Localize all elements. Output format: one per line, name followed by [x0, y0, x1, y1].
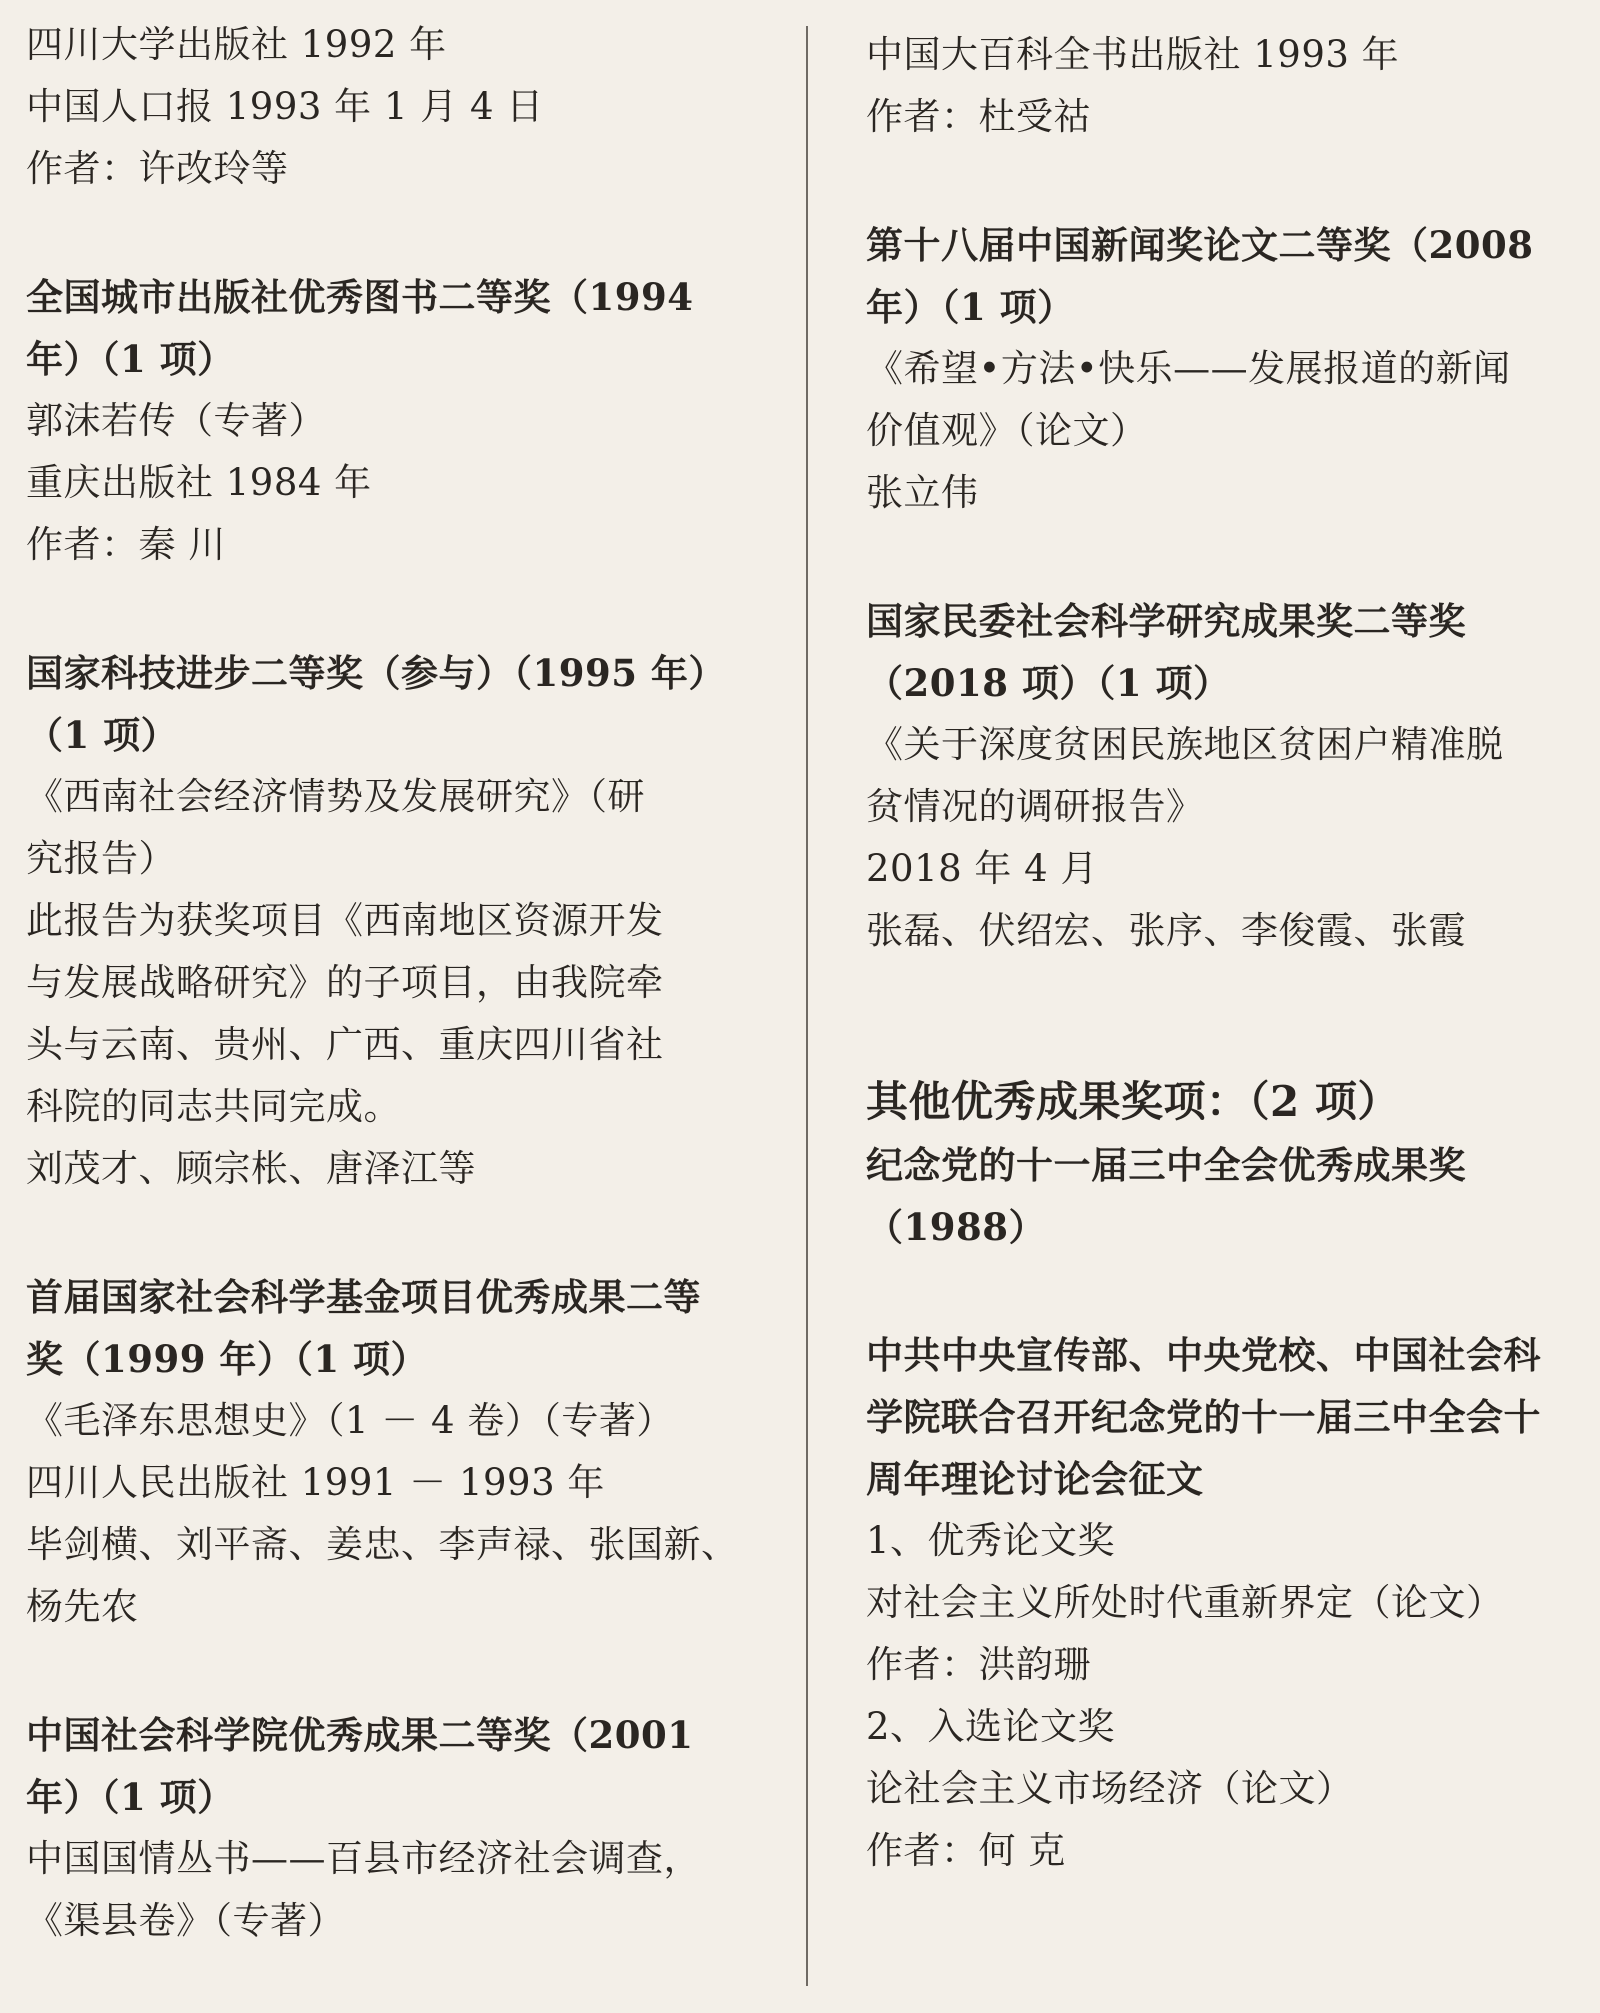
text-line: 1、优秀论文奖 [866, 1519, 1116, 1562]
award-heading-line: 年）（1 项） [26, 337, 235, 381]
column-divider [806, 26, 808, 1986]
section-spacer [26, 576, 796, 642]
text-line: 科院的同志共同完成。 [26, 1085, 401, 1128]
text-line: 四川人民出版社 1991 － 1993 年 [26, 1461, 605, 1504]
section-spacer [26, 200, 796, 266]
text-line: 中国大百科全书出版社 1993 年 [866, 33, 1400, 76]
text-line: 四川大学出版社 1992 年 [26, 23, 447, 66]
text-line: 中国国情丛书——百县市经济社会调查， [26, 1837, 701, 1880]
award-heading-line: 纪念党的十一届三中全会优秀成果奖 [866, 1143, 1466, 1187]
award-heading-line: 中国社会科学院优秀成果二等奖（2001 [26, 1713, 694, 1757]
left-column [26, 0, 796, 1952]
section-spacer [866, 524, 1586, 590]
award-heading-line: 年）（1 项） [866, 285, 1075, 329]
award-heading-line: 国家民委社会科学研究成果奖二等奖 [866, 599, 1466, 643]
text-line: 贫情况的调研报告》 [866, 785, 1204, 828]
section-spacer [866, 148, 1586, 214]
text-line: 与发展战略研究》的子项目，由我院牵 [26, 961, 664, 1004]
section-spacer [26, 1638, 796, 1704]
text-line: 此报告为获奖项目《西南地区资源开发 [26, 899, 664, 942]
award-heading-line: 奖（1999 年）（1 项） [26, 1337, 428, 1381]
section-spacer [866, 962, 1586, 1070]
award-heading-line: 国家科技进步二等奖（参与）（1995 年） [26, 651, 726, 695]
text-line: 张磊、伏绍宏、张序、李俊霞、张霞 [866, 909, 1466, 952]
text-line: 作者：杜受祜 [866, 95, 1091, 138]
text-line: 作者：秦 川 [26, 523, 226, 566]
text-line: 对社会主义所处时代重新界定（论文） [866, 1581, 1504, 1624]
award-heading-line: 首届国家社会科学基金项目优秀成果二等 [26, 1275, 701, 1319]
award-heading-line: （2018 项）（1 项） [866, 661, 1231, 705]
text-line: 中国人口报 1993 年 1 月 4 日 [26, 85, 544, 128]
section-title: 其他优秀成果奖项：（2 项） [866, 1077, 1400, 1126]
text-line: 头与云南、贵州、广西、重庆四川省社 [26, 1023, 664, 1066]
section-spacer [866, 1258, 1586, 1324]
text-line: 杨先农 [26, 1585, 139, 1628]
text-line: 《渠县卷》（专著） [26, 1899, 345, 1942]
award-heading-line: 学院联合召开纪念党的十一届三中全会十 [866, 1395, 1541, 1439]
right-column [866, 0, 1586, 1882]
text-line: 《西南社会经济情势及发展研究》（研 [26, 775, 645, 818]
text-line: 2、入选论文奖 [866, 1705, 1116, 1748]
text-line: 论社会主义市场经济（论文） [866, 1767, 1354, 1810]
text-line: 《希望•方法•快乐——发展报道的新闻 [866, 347, 1511, 390]
text-line: 作者：许改玲等 [26, 147, 289, 190]
award-heading-line: 中共中央宣传部、中央党校、中国社会科 [866, 1333, 1541, 1377]
text-line: 重庆出版社 1984 年 [26, 461, 372, 504]
text-line: 郭沫若传（专著） [26, 399, 326, 442]
award-heading-line: 全国城市出版社优秀图书二等奖（1994 [26, 275, 694, 319]
section-spacer [26, 1200, 796, 1266]
text-line: 究报告） [26, 837, 176, 880]
text-line: 刘茂才、顾宗枨、唐泽江等 [26, 1147, 476, 1190]
text-line: 《毛泽东思想史》（1 － 4 卷）（专著） [26, 1399, 674, 1442]
text-line: 作者：洪韵珊 [866, 1643, 1091, 1686]
text-line: 《关于深度贫困民族地区贫困户精准脱 [866, 723, 1504, 766]
text-line: 2018 年 4 月 [866, 847, 1098, 890]
text-line: 张立伟 [866, 471, 979, 514]
award-heading-line: 年）（1 项） [26, 1775, 235, 1819]
text-line: 毕剑横、刘平斋、姜忠、李声禄、张国新、 [26, 1523, 739, 1566]
award-heading-line: （1 项） [26, 713, 179, 757]
text-line: 价值观》（论文） [866, 409, 1148, 452]
text-line: 作者：何 克 [866, 1829, 1066, 1872]
award-heading-line: 周年理论讨论会征文 [866, 1457, 1204, 1501]
award-heading-line: （1988） [866, 1205, 1046, 1249]
award-heading-line: 第十八届中国新闻奖论文二等奖（2008 [866, 223, 1534, 267]
